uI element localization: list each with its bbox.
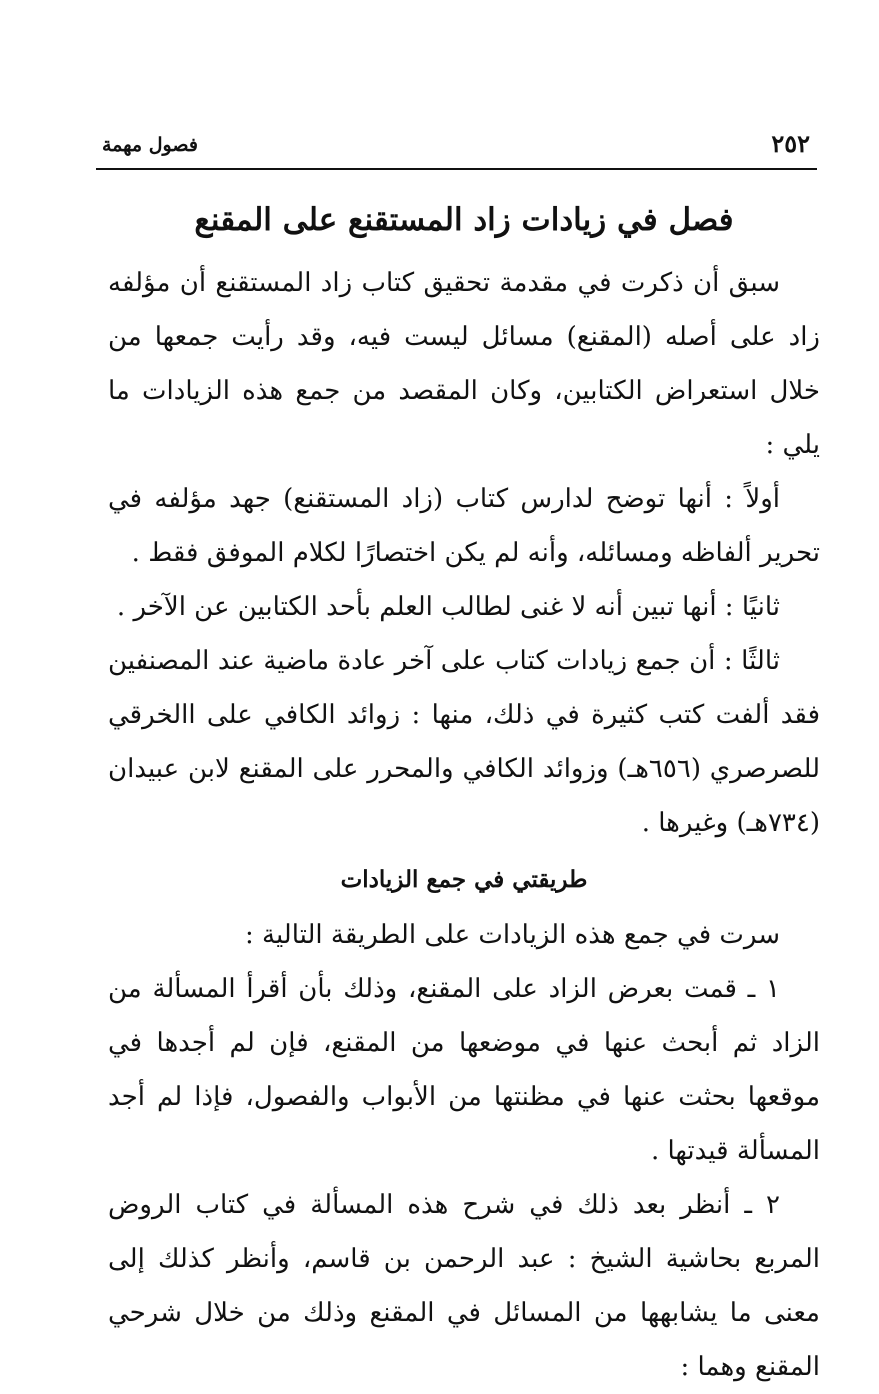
paragraph-first-point: أولاً : أنها توضح لدارس كتاب (زاد المستقنع) جهد مؤلفه في تحرير ألفاظه ومسائله، وأنه لم يكن اختصارًا لكلام الموفق فقط . bbox=[108, 484, 820, 568]
paragraph-step-2: ٢ ـ أنظر بعد ذلك في شرح هذه المسألة في كتاب الروض المربع بحاشية الشيخ : عبد الرحمن بن قاسم، وأنظر كذلك إلى معنى ما يشابهها من المسائل في المقنع وذلك من خلال شرحي المقنع وهما : bbox=[108, 1190, 820, 1382]
paragraph-intro: سبق أن ذكرت في مقدمة تحقيق كتاب زاد المستقنع أن مؤلفه زاد على أصله (المقنع) مسائل ليست فيه، وقد رأيت جمعها من خلال استعراض الكتابين، وكان المقصد من جمع هذه الزيادات ما يلي : bbox=[108, 268, 820, 460]
running-title: فصول مهمة bbox=[102, 134, 198, 156]
paragraph-second-point: ثانيًا : أنها تبين أنه لا غنى لطالب العلم بأحد الكتابين عن الآخر . bbox=[116, 592, 780, 622]
paragraph-method-intro: سرت في جمع هذه الزيادات على الطريقة التالية : bbox=[245, 920, 780, 950]
section-title: فصل في زيادات زاد المستقنع على المقنع bbox=[194, 202, 734, 238]
paragraph-third-point: ثالثًا : أن جمع زيادات كتاب على آخر عادة ماضية عند المصنفين فقد ألفت كتب كثيرة في ذلك، منها : زوائد الكافي على االخرقي للصرصري (٦٥٦هـ) وزوائد الكافي والمحرر على المقنع لابن عبيدان (٧٣٤هـ) وغيرها . bbox=[108, 646, 820, 838]
page-number: ٢٥٢ bbox=[771, 129, 810, 158]
subsection-title: طريقتي في جمع الزيادات bbox=[340, 866, 588, 893]
header-rule bbox=[96, 168, 817, 170]
page-header bbox=[96, 126, 816, 166]
paragraph-step-1: ١ ـ قمت بعرض الزاد على المقنع، وذلك بأن أقرأ المسألة من الزاد ثم أبحث عنها في موضعها من المقنع، فإن لم أجدها في موقعها بحثت عنها في مظنتها من الأبواب والفصول، فإذا لم أجد المسألة قيدتها . bbox=[108, 974, 820, 1166]
page-body bbox=[108, 192, 820, 1394]
